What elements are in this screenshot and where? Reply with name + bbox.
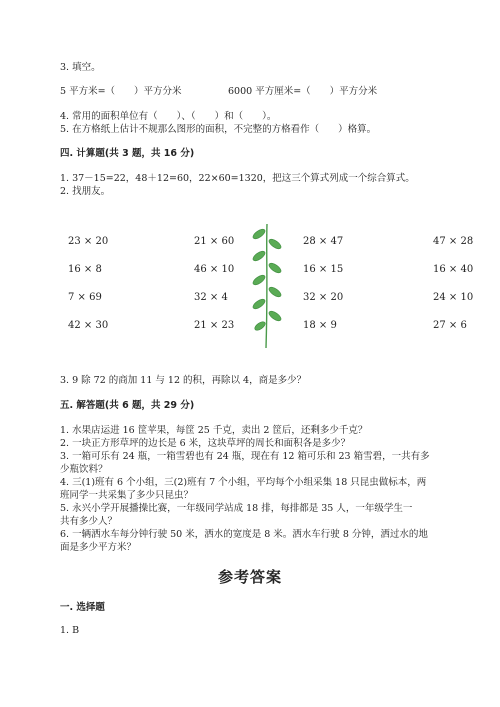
match-col1-item: 16 × 8 [68, 264, 102, 275]
section5-line: 共有多少人？ [60, 516, 118, 527]
match-col4-item: 47 × 28 [433, 236, 474, 247]
match-col4-item: 24 × 10 [433, 292, 474, 303]
fill-blank-heading: 3. 填空。 [60, 62, 101, 73]
match-col1-item: 7 × 69 [68, 292, 102, 303]
match-col4-item: 16 × 40 [433, 264, 474, 275]
section5-line: 少瓶饮料？ [60, 464, 108, 475]
match-col1-item: 23 × 20 [68, 236, 109, 247]
section5-line: 2. 一块正方形草坪的边长是 6 米，这块草坪的周长和面积各是多少？ [60, 438, 351, 449]
leaf-vine-icon [250, 222, 284, 350]
match-col3-item: 16 × 15 [303, 264, 344, 275]
answers-title: 参考答案 [217, 568, 282, 586]
answers-section1: 一. 选择题 [60, 602, 105, 613]
section5-line: 1. 水果店运进 16 筐苹果，每筐 25 千克，卖出 2 筐后，还剩多少千克？ [60, 425, 368, 436]
section5-line: 4. 三(1)班有 6 个小组，三(2)班有 7 个小组，平均每个小组采集 18 只昆虫做标本，两 [60, 477, 427, 488]
match-col3-item: 18 × 9 [303, 320, 337, 331]
section4-q2: 2. 找朋友。 [60, 186, 111, 197]
fill-blank-q5: 5. 在方格纸上估计不规那么图形的面积，不完整的方格看作（ ）格算。 [60, 124, 377, 135]
match-col2-item: 46 × 10 [194, 264, 235, 275]
section4-q1: 1. 37－15=22，48＋12=60，22×60=1320，把这三个算式列成一个综合算式。 [60, 173, 415, 184]
fill-blank-q4: 4. 常用的面积单位有（ ）、（ ）和（ ）。 [60, 111, 277, 122]
answer-1: 1. B [60, 625, 80, 636]
section4-q3: 3. 9 除 72 的商加 11 与 12 的积，再除以 4，商是多少？ [60, 375, 307, 386]
section5-line: 面是多少平方米？ [60, 542, 137, 553]
fill-blank-q1a: 5 平方米=（ ）平方分米 [60, 86, 182, 97]
section5-line: 6. 一辆洒水车每分钟行驶 50 米，洒水的宽度是 8 米。洒水车行驶 8 分钟，洒过水的地 [60, 529, 428, 540]
match-col2-item: 21 × 60 [194, 236, 235, 247]
section5-line: 3. 一箱可乐有 24 瓶，一箱雪碧也有 24 瓶，现在有 12 箱可乐和 23 箱雪碧，一共有多 [60, 451, 430, 462]
section5-line: 班同学一共采集了多少只昆虫？ [60, 490, 194, 501]
match-col1-item: 42 × 30 [68, 320, 109, 331]
match-col2-item: 21 × 23 [194, 320, 235, 331]
match-col2-item: 32 × 4 [194, 292, 228, 303]
section5-title: 五. 解答题(共 6 题，共 29 分) [60, 400, 195, 411]
match-col3-item: 32 × 20 [303, 292, 344, 303]
fill-blank-q1b: 6000 平方厘米=（ ）平方分米 [228, 86, 378, 97]
section5-line: 5. 永兴小学开展播操比赛，一年级同学站成 18 排，每排都是 35 人，一年级学生一 [60, 503, 413, 514]
match-col4-item: 27 × 6 [433, 320, 467, 331]
section4-title: 四. 计算题(共 3 题，共 16 分) [60, 148, 195, 159]
match-col3-item: 28 × 47 [303, 236, 344, 247]
